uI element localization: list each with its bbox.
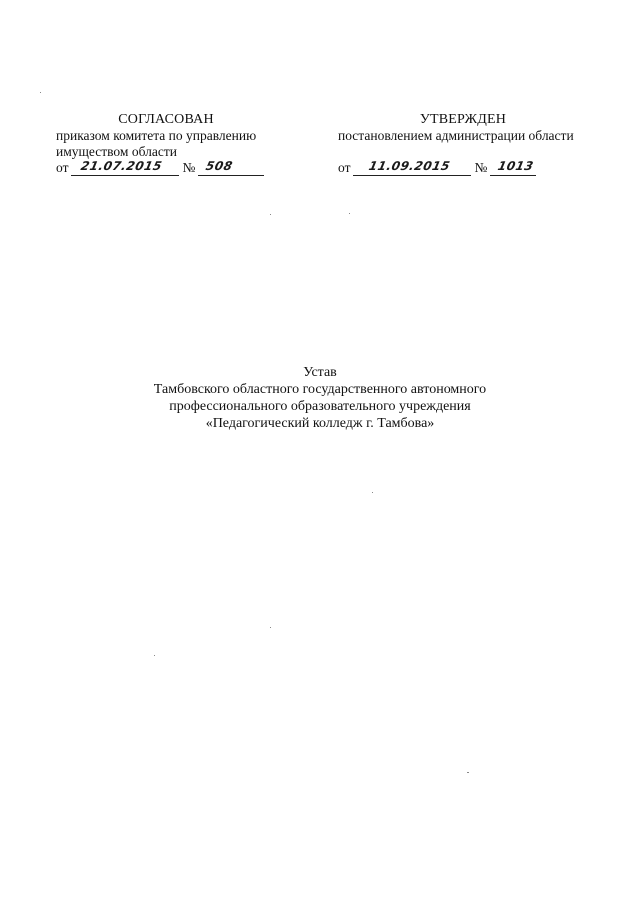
confirmed-signature-row <box>338 160 598 176</box>
approved-line-1: приказом комитета по управлению <box>56 128 257 143</box>
confirmed-from-label: от <box>338 160 351 175</box>
approved-signature-row <box>56 160 286 176</box>
approved-number-blank <box>198 161 264 176</box>
confirmed-line-1: постановлением администрации области <box>338 128 574 143</box>
title-line-4: «Педагогический колледж г. Тамбова» <box>205 416 435 431</box>
title-line-1: Устав <box>303 365 337 380</box>
approved-block <box>56 112 286 176</box>
approved-line-2: имуществом области <box>56 144 177 159</box>
confirmed-date-handwritten: 11.09.2015 <box>367 159 452 173</box>
confirmed-block <box>338 112 598 176</box>
scan-speck <box>40 92 41 93</box>
confirmed-date-blank <box>353 161 471 176</box>
approved-from-label: от <box>56 160 69 175</box>
scan-speck <box>154 655 155 656</box>
scan-speck <box>270 627 271 628</box>
confirmed-number-blank <box>490 161 536 176</box>
approved-date-handwritten: 21.07.2015 <box>79 159 164 173</box>
title-line-3: профессионального образовательного учреждения <box>169 399 471 414</box>
approved-number-label: № <box>182 160 196 175</box>
confirmed-number-handwritten: 1013 <box>496 159 536 173</box>
approved-number-handwritten: 508 <box>204 159 235 173</box>
scan-speck <box>467 772 469 773</box>
confirmed-heading: УТВЕРЖДЕН <box>419 112 507 127</box>
scan-speck <box>372 492 373 493</box>
title-line-2: Тамбовского областного государственного автономного <box>153 382 487 397</box>
document-title <box>0 364 640 432</box>
approved-heading: СОГЛАСОВАН <box>118 112 214 127</box>
approved-date-blank <box>71 161 179 176</box>
scan-speck <box>349 213 350 214</box>
scan-speck <box>270 214 271 215</box>
confirmed-number-label: № <box>474 160 488 175</box>
